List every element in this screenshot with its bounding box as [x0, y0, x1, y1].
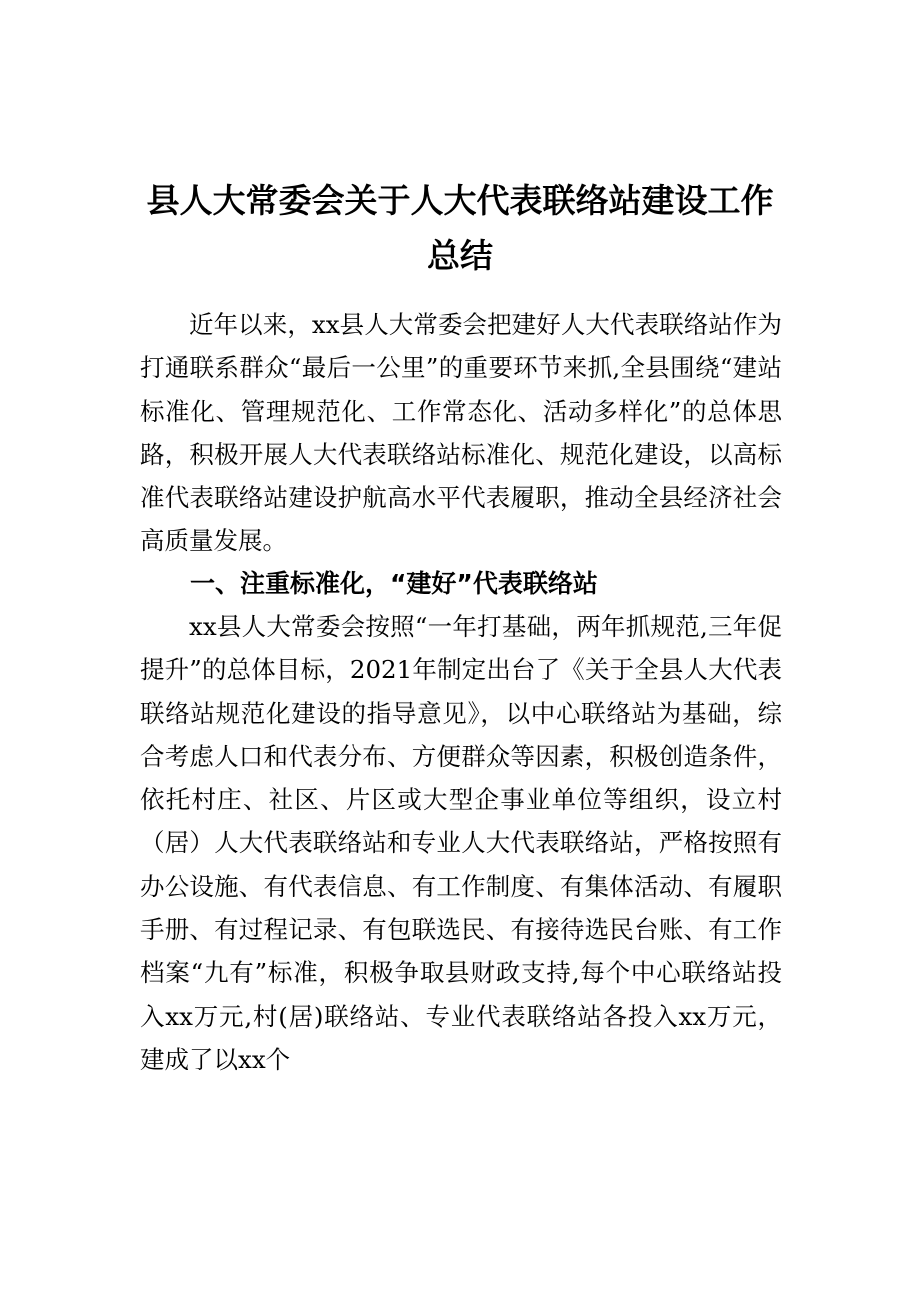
section-heading: 一、注重标准化，“建好”代表联络站: [190, 569, 598, 598]
document-title: 县人大常委会关于人大代表联络站建设工作总结: [146, 181, 774, 275]
intro-paragraph: 近年以来，xx县人大常委会把建好人大代表联络站作为打通联系群众“最后一公里”的重要环节来抓,全县围绕“建站标准化、管理规范化、工作常态化、活动多样化”的总体思路，积极开展人大代表联络站标准化、规范化建设，以高标准代表联络站建设护航高水平代表履职，推动全县经济社会高质量发展。: [140, 310, 782, 556]
section-paragraph: xx县人大常委会按照“一年打基础，两年抓规范,三年促提升”的总体目标，2021年制定出台了《关于全县人大代表联络站规范化建设的指导意见》，以中心联络站为基础，综合考虑人口和代表分布、方便群众等因素，积极创造条件，依托村庄、社区、片区或大型企事业单位等组织，设立村（居）人大代表联络站和专业人大代表联络站，严格按照有办公设施、有代表信息、有工作制度、有集体活动、有履职手册、有过程记录、有包联选民、有接待选民台账、有工作档案“九有”标准，积极争取县财政支持,每个中心联络站投入xx万元,村(居)联络站、专业代表联络站各投入xx万元，建成了以xx个: [140, 612, 782, 1074]
